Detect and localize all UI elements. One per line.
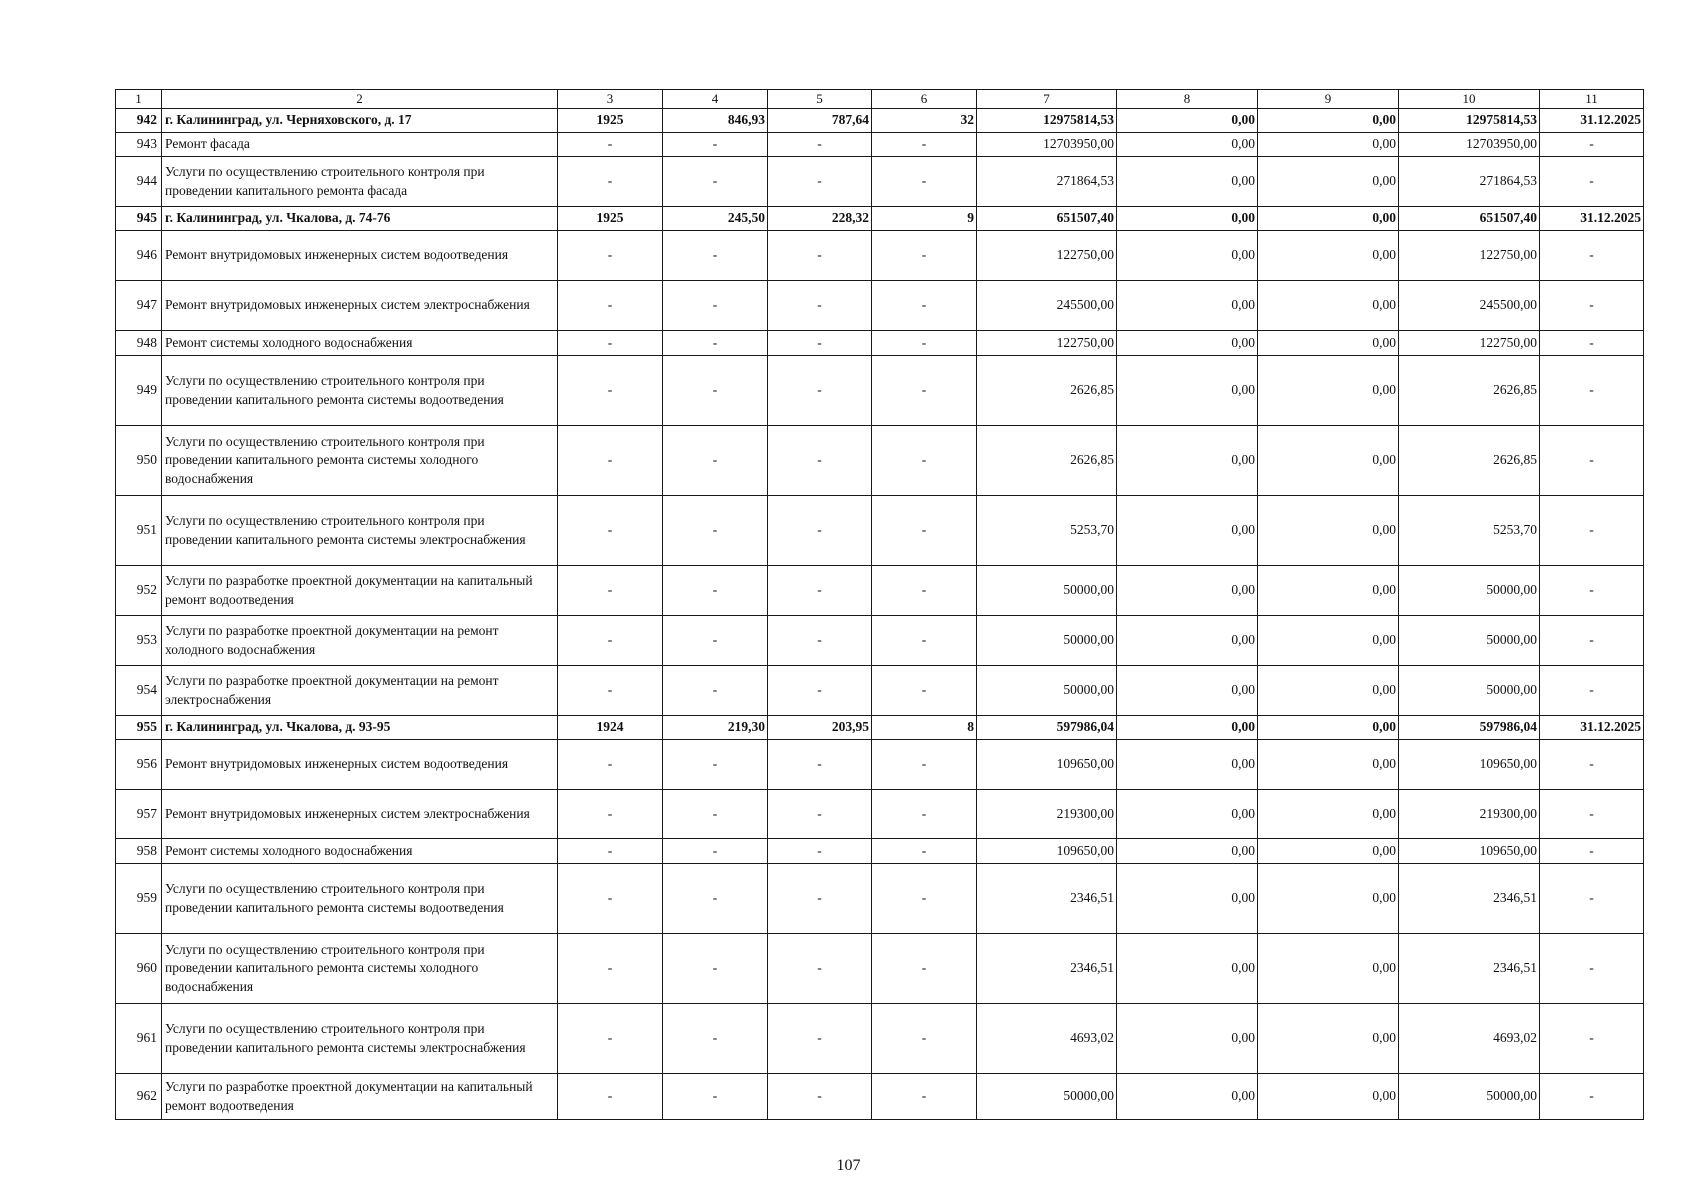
table-cell-col-11: - (1540, 356, 1644, 426)
table-cell-col-4: - (663, 616, 768, 666)
table-cell-col-11: - (1540, 790, 1644, 839)
table-cell-col-2: г. Калининград, ул. Чкалова, д. 74-76 (162, 207, 558, 231)
column-number-cell: 11 (1540, 90, 1644, 109)
column-number-cell: 2 (162, 90, 558, 109)
table-cell-col-6: 8 (872, 716, 977, 740)
table-cell-col-2: Услуги по осуществлению строительного контроля при проведении капитального ремонта системы водоотведения (162, 356, 558, 426)
table-cell-col-9: 0,00 (1258, 1074, 1399, 1120)
table-cell-col-2: Услуги по осуществлению строительного контроля при проведении капитального ремонта системы холодного водоснабжения (162, 934, 558, 1004)
work-item-row (116, 616, 1644, 666)
table-cell-col-3: - (558, 740, 663, 790)
address-row (116, 207, 1644, 231)
table-cell-col-1: 955 (116, 716, 162, 740)
table-cell-col-8: 0,00 (1117, 566, 1258, 616)
table-cell-col-10: 597986,04 (1399, 716, 1540, 740)
table-cell-col-6: - (872, 790, 977, 839)
table-cell-col-3: - (558, 231, 663, 281)
table-cell-col-7: 4693,02 (977, 1004, 1117, 1074)
table-cell-col-4: - (663, 1004, 768, 1074)
table-cell-col-6: - (872, 281, 977, 331)
table-cell-col-10: 2346,51 (1399, 934, 1540, 1004)
table-cell-col-6: - (872, 1074, 977, 1120)
table-cell-col-5: - (768, 566, 872, 616)
table-cell-col-5: - (768, 864, 872, 934)
table-cell-col-10: 122750,00 (1399, 331, 1540, 356)
column-number-cell: 1 (116, 90, 162, 109)
table-cell-col-6: - (872, 231, 977, 281)
table-cell-col-7: 50000,00 (977, 666, 1117, 716)
table-cell-col-11: - (1540, 666, 1644, 716)
table-cell-col-5: - (768, 133, 872, 157)
table-cell-col-10: 12703950,00 (1399, 133, 1540, 157)
table-cell-col-2: Услуги по осуществлению строительного контроля при проведении капитального ремонта системы электроснабжения (162, 496, 558, 566)
table-cell-col-8: 0,00 (1117, 666, 1258, 716)
table-cell-col-11: - (1540, 281, 1644, 331)
table-cell-col-11: - (1540, 616, 1644, 666)
table-cell-col-2: Услуги по осуществлению строительного контроля при проведении капитального ремонта системы холодного водоснабжения (162, 426, 558, 496)
work-item-row (116, 133, 1644, 157)
table-cell-col-5: - (768, 231, 872, 281)
table-cell-col-7: 2346,51 (977, 864, 1117, 934)
column-number-cell: 10 (1399, 90, 1540, 109)
table-cell-col-10: 5253,70 (1399, 496, 1540, 566)
table-cell-col-2: Ремонт внутридомовых инженерных систем водоотведения (162, 231, 558, 281)
table-cell-col-5: - (768, 1004, 872, 1074)
table-cell-col-11: - (1540, 864, 1644, 934)
table-cell-col-1: 950 (116, 426, 162, 496)
table-cell-col-7: 271864,53 (977, 157, 1117, 207)
table-cell-col-9: 0,00 (1258, 356, 1399, 426)
table-cell-col-7: 50000,00 (977, 616, 1117, 666)
table-cell-col-7: 109650,00 (977, 740, 1117, 790)
table-cell-col-9: 0,00 (1258, 207, 1399, 231)
table-cell-col-4: - (663, 356, 768, 426)
table-cell-col-1: 953 (116, 616, 162, 666)
table-cell-col-8: 0,00 (1117, 790, 1258, 839)
table-cell-col-7: 122750,00 (977, 231, 1117, 281)
table-cell-col-11: - (1540, 1004, 1644, 1074)
table-cell-col-4: - (663, 496, 768, 566)
table-cell-col-6: - (872, 666, 977, 716)
table-cell-col-2: Услуги по разработке проектной документации на капитальный ремонт водоотведения (162, 566, 558, 616)
table-cell-col-5: - (768, 740, 872, 790)
table-cell-col-4: - (663, 426, 768, 496)
table-cell-col-1: 960 (116, 934, 162, 1004)
table-cell-col-2: Ремонт внутридомовых инженерных систем электроснабжения (162, 790, 558, 839)
table-cell-col-1: 946 (116, 231, 162, 281)
table-cell-col-1: 943 (116, 133, 162, 157)
table-cell-col-9: 0,00 (1258, 331, 1399, 356)
table-cell-col-7: 597986,04 (977, 716, 1117, 740)
table-cell-col-9: 0,00 (1258, 716, 1399, 740)
table-cell-col-8: 0,00 (1117, 426, 1258, 496)
table-cell-col-9: 0,00 (1258, 426, 1399, 496)
table-cell-col-4: - (663, 934, 768, 1004)
table-cell-col-11: 31.12.2025 (1540, 716, 1644, 740)
table-cell-col-11: - (1540, 231, 1644, 281)
table-cell-col-5: - (768, 356, 872, 426)
table-cell-col-5: - (768, 790, 872, 839)
column-number-cell: 6 (872, 90, 977, 109)
table-cell-col-3: - (558, 356, 663, 426)
table-cell-col-10: 2346,51 (1399, 864, 1540, 934)
table-cell-col-7: 50000,00 (977, 1074, 1117, 1120)
table-cell-col-1: 942 (116, 109, 162, 133)
table-cell-col-4: - (663, 331, 768, 356)
table-cell-col-9: 0,00 (1258, 740, 1399, 790)
column-number-cell: 7 (977, 90, 1117, 109)
table-cell-col-4: - (663, 133, 768, 157)
table-cell-col-7: 2626,85 (977, 356, 1117, 426)
table-cell-col-10: 50000,00 (1399, 666, 1540, 716)
table-cell-col-4: - (663, 740, 768, 790)
table-cell-col-4: - (663, 281, 768, 331)
table-cell-col-11: - (1540, 740, 1644, 790)
table-cell-col-1: 959 (116, 864, 162, 934)
table-cell-col-6: 32 (872, 109, 977, 133)
table-cell-col-8: 0,00 (1117, 716, 1258, 740)
work-table (115, 89, 1644, 1120)
work-item-row (116, 790, 1644, 839)
table-cell-col-1: 961 (116, 1004, 162, 1074)
table-cell-col-2: Ремонт внутридомовых инженерных систем электроснабжения (162, 281, 558, 331)
table-cell-col-9: 0,00 (1258, 281, 1399, 331)
table-cell-col-4: - (663, 566, 768, 616)
table-cell-col-4: - (663, 157, 768, 207)
table-cell-col-4: - (663, 790, 768, 839)
table-cell-col-1: 952 (116, 566, 162, 616)
table-cell-col-3: - (558, 1004, 663, 1074)
table-cell-col-9: 0,00 (1258, 133, 1399, 157)
work-item-row (116, 839, 1644, 864)
table-cell-col-10: 50000,00 (1399, 566, 1540, 616)
work-item-row (116, 356, 1644, 426)
table-cell-col-9: 0,00 (1258, 566, 1399, 616)
table-cell-col-10: 50000,00 (1399, 1074, 1540, 1120)
table-cell-col-3: 1924 (558, 716, 663, 740)
table-cell-col-5: - (768, 426, 872, 496)
table-cell-col-10: 12975814,53 (1399, 109, 1540, 133)
table-cell-col-5: - (768, 331, 872, 356)
work-item-row (116, 666, 1644, 716)
table-cell-col-5: - (768, 157, 872, 207)
work-item-row (116, 281, 1644, 331)
table-cell-col-2: Ремонт системы холодного водоснабжения (162, 331, 558, 356)
table-cell-col-9: 0,00 (1258, 1004, 1399, 1074)
table-cell-col-8: 0,00 (1117, 331, 1258, 356)
table-cell-col-3: - (558, 157, 663, 207)
table-cell-col-10: 651507,40 (1399, 207, 1540, 231)
work-item-row (116, 740, 1644, 790)
work-item-row (116, 1004, 1644, 1074)
table-cell-col-9: 0,00 (1258, 157, 1399, 207)
table-cell-col-7: 122750,00 (977, 331, 1117, 356)
table-cell-col-3: 1925 (558, 109, 663, 133)
table-cell-col-2: Услуги по осуществлению строительного контроля при проведении капитального ремонта системы водоотведения (162, 864, 558, 934)
table-cell-col-9: 0,00 (1258, 496, 1399, 566)
table-cell-col-6: - (872, 496, 977, 566)
work-item-row (116, 426, 1644, 496)
table-cell-col-10: 109650,00 (1399, 839, 1540, 864)
table-cell-col-2: Услуги по осуществлению строительного контроля при проведении капитального ремонта фасада (162, 157, 558, 207)
table-cell-col-3: - (558, 281, 663, 331)
table-cell-col-8: 0,00 (1117, 231, 1258, 281)
table-cell-col-11: - (1540, 566, 1644, 616)
table-cell-col-8: 0,00 (1117, 864, 1258, 934)
table-cell-col-11: - (1540, 331, 1644, 356)
table-cell-col-3: - (558, 864, 663, 934)
table-cell-col-3: - (558, 426, 663, 496)
table-cell-col-7: 651507,40 (977, 207, 1117, 231)
table-cell-col-11: 31.12.2025 (1540, 207, 1644, 231)
table-cell-col-5: - (768, 1074, 872, 1120)
table-cell-col-8: 0,00 (1117, 616, 1258, 666)
table-cell-col-3: - (558, 1074, 663, 1120)
table-cell-col-1: 948 (116, 331, 162, 356)
table-cell-col-9: 0,00 (1258, 790, 1399, 839)
table-cell-col-11: 31.12.2025 (1540, 109, 1644, 133)
table-cell-col-4: - (663, 839, 768, 864)
table-cell-col-9: 0,00 (1258, 934, 1399, 1004)
table-cell-col-5: - (768, 496, 872, 566)
table-cell-col-1: 945 (116, 207, 162, 231)
table-cell-col-11: - (1540, 934, 1644, 1004)
table-cell-col-9: 0,00 (1258, 109, 1399, 133)
column-number-row (116, 90, 1644, 109)
table-cell-col-3: - (558, 496, 663, 566)
table-cell-col-3: - (558, 566, 663, 616)
table-cell-col-8: 0,00 (1117, 356, 1258, 426)
table-cell-col-9: 0,00 (1258, 839, 1399, 864)
table-cell-col-2: Ремонт фасада (162, 133, 558, 157)
table-cell-col-4: 846,93 (663, 109, 768, 133)
table-cell-col-6: - (872, 426, 977, 496)
table-cell-col-5: - (768, 666, 872, 716)
table-cell-col-6: - (872, 934, 977, 1004)
table-cell-col-7: 5253,70 (977, 496, 1117, 566)
table-cell-col-1: 958 (116, 839, 162, 864)
table-cell-col-2: Ремонт внутридомовых инженерных систем водоотведения (162, 740, 558, 790)
table-cell-col-11: - (1540, 157, 1644, 207)
table-cell-col-9: 0,00 (1258, 616, 1399, 666)
table-cell-col-4: 219,30 (663, 716, 768, 740)
table-cell-col-1: 951 (116, 496, 162, 566)
work-item-row (116, 331, 1644, 356)
table-cell-col-5: 228,32 (768, 207, 872, 231)
work-item-row (116, 231, 1644, 281)
table-cell-col-5: - (768, 616, 872, 666)
table-cell-col-6: - (872, 740, 977, 790)
table-cell-col-8: 0,00 (1117, 1004, 1258, 1074)
table-cell-col-10: 2626,85 (1399, 356, 1540, 426)
table-cell-col-6: - (872, 864, 977, 934)
column-number-cell: 5 (768, 90, 872, 109)
table-cell-col-11: - (1540, 496, 1644, 566)
address-row (116, 716, 1644, 740)
table-cell-col-4: - (663, 864, 768, 934)
table-cell-col-8: 0,00 (1117, 109, 1258, 133)
table-cell-col-11: - (1540, 839, 1644, 864)
address-row (116, 109, 1644, 133)
column-number-cell: 8 (1117, 90, 1258, 109)
work-item-row (116, 934, 1644, 1004)
work-item-row (116, 1074, 1644, 1120)
table-cell-col-2: г. Калининград, ул. Чкалова, д. 93-95 (162, 716, 558, 740)
page-number: 107 (836, 1157, 861, 1174)
table-cell-col-1: 949 (116, 356, 162, 426)
table-cell-col-5: 203,95 (768, 716, 872, 740)
table-cell-col-2: Услуги по разработке проектной документации на ремонт холодного водоснабжения (162, 616, 558, 666)
table-cell-col-7: 12975814,53 (977, 109, 1117, 133)
table-cell-col-2: Услуги по осуществлению строительного контроля при проведении капитального ремонта системы электроснабжения (162, 1004, 558, 1074)
table-cell-col-10: 109650,00 (1399, 740, 1540, 790)
table-cell-col-11: - (1540, 426, 1644, 496)
table-cell-col-7: 2346,51 (977, 934, 1117, 1004)
table-cell-col-6: - (872, 331, 977, 356)
table-cell-col-5: - (768, 281, 872, 331)
table-cell-col-6: - (872, 1004, 977, 1074)
table-cell-col-6: - (872, 133, 977, 157)
table-cell-col-10: 2626,85 (1399, 426, 1540, 496)
table-cell-col-5: 787,64 (768, 109, 872, 133)
table-cell-col-3: - (558, 331, 663, 356)
table-cell-col-11: - (1540, 133, 1644, 157)
table-cell-col-1: 947 (116, 281, 162, 331)
table-cell-col-10: 245500,00 (1399, 281, 1540, 331)
table-cell-col-8: 0,00 (1117, 934, 1258, 1004)
table-cell-col-10: 271864,53 (1399, 157, 1540, 207)
table-cell-col-3: 1925 (558, 207, 663, 231)
table-cell-col-3: - (558, 839, 663, 864)
table-cell-col-2: Услуги по разработке проектной документации на капитальный ремонт водоотведения (162, 1074, 558, 1120)
table-cell-col-3: - (558, 790, 663, 839)
table-cell-col-3: - (558, 934, 663, 1004)
table-cell-col-8: 0,00 (1117, 496, 1258, 566)
table-cell-col-10: 4693,02 (1399, 1004, 1540, 1074)
table-cell-col-2: г. Калининград, ул. Черняховского, д. 17 (162, 109, 558, 133)
table-cell-col-4: - (663, 1074, 768, 1120)
table-cell-col-7: 50000,00 (977, 566, 1117, 616)
table-cell-col-8: 0,00 (1117, 839, 1258, 864)
table-cell-col-7: 12703950,00 (977, 133, 1117, 157)
table-cell-col-7: 219300,00 (977, 790, 1117, 839)
table-cell-col-11: - (1540, 1074, 1644, 1120)
column-number-cell: 3 (558, 90, 663, 109)
column-number-cell: 4 (663, 90, 768, 109)
table-cell-col-1: 956 (116, 740, 162, 790)
work-item-row (116, 157, 1644, 207)
table-cell-col-1: 954 (116, 666, 162, 716)
table-cell-col-1: 944 (116, 157, 162, 207)
table-cell-col-8: 0,00 (1117, 157, 1258, 207)
table-body (116, 90, 1644, 1120)
table-cell-col-6: - (872, 566, 977, 616)
table-cell-col-8: 0,00 (1117, 1074, 1258, 1120)
table-cell-col-6: - (872, 157, 977, 207)
table-cell-col-4: - (663, 231, 768, 281)
table-cell-col-7: 2626,85 (977, 426, 1117, 496)
table-cell-col-3: - (558, 666, 663, 716)
table-cell-col-6: - (872, 616, 977, 666)
table-cell-col-9: 0,00 (1258, 231, 1399, 281)
table-cell-col-8: 0,00 (1117, 740, 1258, 790)
table-cell-col-10: 219300,00 (1399, 790, 1540, 839)
work-item-row (116, 566, 1644, 616)
table-cell-col-4: - (663, 666, 768, 716)
table-cell-col-9: 0,00 (1258, 864, 1399, 934)
work-item-row (116, 496, 1644, 566)
table-cell-col-1: 957 (116, 790, 162, 839)
table-cell-col-3: - (558, 133, 663, 157)
table-cell-col-8: 0,00 (1117, 281, 1258, 331)
work-item-row (116, 864, 1644, 934)
table-cell-col-5: - (768, 839, 872, 864)
table-cell-col-7: 109650,00 (977, 839, 1117, 864)
table-cell-col-9: 0,00 (1258, 666, 1399, 716)
table-cell-col-10: 122750,00 (1399, 231, 1540, 281)
table-cell-col-4: 245,50 (663, 207, 768, 231)
table-cell-col-2: Услуги по разработке проектной документации на ремонт электроснабжения (162, 666, 558, 716)
table-cell-col-6: - (872, 839, 977, 864)
table-cell-col-3: - (558, 616, 663, 666)
table-cell-col-8: 0,00 (1117, 133, 1258, 157)
table-cell-col-2: Ремонт системы холодного водоснабжения (162, 839, 558, 864)
table-cell-col-6: 9 (872, 207, 977, 231)
table-cell-col-1: 962 (116, 1074, 162, 1120)
column-number-cell: 9 (1258, 90, 1399, 109)
table-cell-col-8: 0,00 (1117, 207, 1258, 231)
table-cell-col-7: 245500,00 (977, 281, 1117, 331)
table-cell-col-6: - (872, 356, 977, 426)
table-cell-col-5: - (768, 934, 872, 1004)
table-cell-col-10: 50000,00 (1399, 616, 1540, 666)
